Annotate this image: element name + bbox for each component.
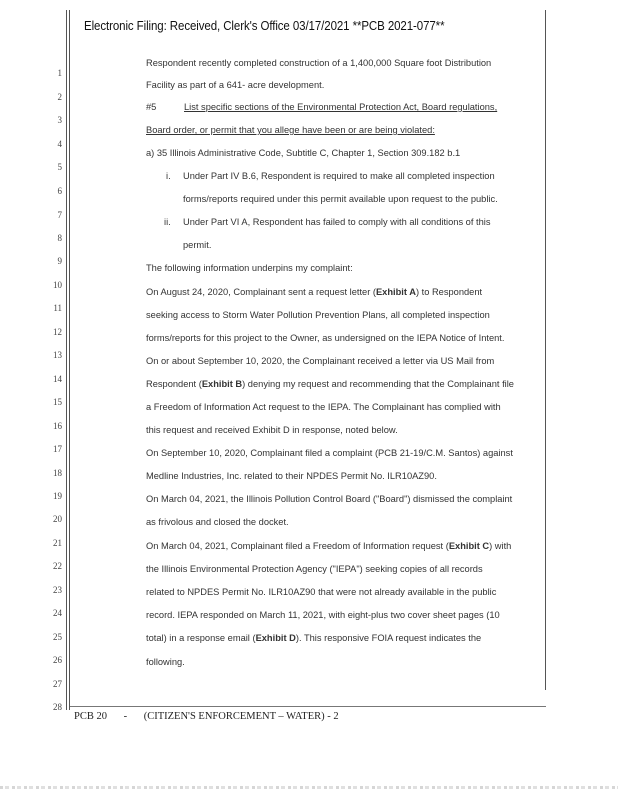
- paragraph: On August 24, 2020, Complainant sent a request letter (Exhibit A) to Respondent: [146, 287, 483, 297]
- footer-rule: [70, 706, 546, 707]
- paragraph: a Freedom of Information Act request to the IEPA. The Complainant has complied with: [146, 402, 501, 412]
- paragraph: forms/reports for this project to the Owner, as undersigned on the IEPA Notice of Intent.: [146, 333, 505, 343]
- line-number: 20: [53, 514, 62, 524]
- left-margin-rule-inner: [69, 10, 70, 710]
- left-margin-rule: [66, 10, 67, 710]
- line-number: 11: [53, 303, 62, 313]
- footer-case-code: PCB 20: [74, 711, 107, 722]
- line-number: 24: [53, 608, 62, 618]
- paragraph: The following information underpins my complaint:: [146, 263, 353, 273]
- line-number: 4: [57, 139, 62, 149]
- right-margin-rule: [545, 10, 546, 690]
- sub-item-i: forms/reports required under this permit available upon request to the public.: [183, 194, 498, 204]
- paragraph: seeking access to Storm Water Pollution Prevention Plans, all completed inspection: [146, 310, 490, 320]
- footer-title: (CITIZEN'S ENFORCEMENT – WATER) - 2: [143, 711, 339, 722]
- line-number: 13: [53, 350, 62, 360]
- paragraph: the Illinois Environmental Protection Agency ("IEPA") seeking copies of all records: [146, 564, 483, 574]
- sub-item-ii: Under Part VI A, Respondent has failed to comply with all conditions of this: [183, 217, 491, 227]
- line-number: 3: [57, 115, 62, 125]
- paragraph: following.: [146, 657, 185, 667]
- line-number: 27: [53, 679, 62, 689]
- line-number: 17: [53, 444, 62, 454]
- line-number: 1: [57, 68, 62, 78]
- sub-item-a: a) 35 Illinois Administrative Code, Subtitle C, Chapter 1, Section 309.182 b.1: [146, 148, 461, 158]
- line-number: 26: [53, 655, 62, 665]
- paragraph: On March 04, 2021, the Illinois Pollution Control Board ("Board") dismissed the complaint: [146, 494, 513, 504]
- paragraph: this request and received Exhibit D in response, noted below.: [146, 425, 398, 435]
- line-number: 9: [57, 256, 62, 266]
- page-footer: [74, 711, 353, 722]
- filing-header: Electronic Filing: Received, Clerk's Office 03/17/2021 **PCB 2021-077**: [84, 19, 445, 33]
- exhibit-ref: Exhibit B: [201, 379, 243, 389]
- line-number: 12: [53, 327, 62, 337]
- line-number: 8: [57, 233, 62, 243]
- line-number: 22: [53, 561, 62, 571]
- paragraph: On March 04, 2021, Complainant filed a Freedom of Information request (Exhibit C) with: [146, 541, 512, 551]
- exhibit-ref: Exhibit C: [448, 541, 490, 551]
- line-number: 16: [53, 421, 62, 431]
- body-line: Respondent recently completed construction of a 1,400,000 Square foot Distribution: [146, 58, 492, 68]
- paragraph: Medline Industries, Inc. related to their NPDES Permit No. ILR10AZ90.: [146, 471, 437, 481]
- paragraph: On September 10, 2020, Complainant filed a complaint (PCB 21-19/C.M. Santos) against: [146, 448, 513, 458]
- exhibit-ref: Exhibit D: [255, 633, 296, 643]
- paragraph: related to NPDES Permit No. ILR10AZ90 that were not already available in the public: [146, 587, 497, 597]
- footer-dash: -: [123, 711, 128, 722]
- item-heading: Board order, or permit that you allege have been or are being violated:: [146, 125, 435, 135]
- paragraph: Respondent (Exhibit B) denying my request and recommending that the Complainant file: [146, 379, 514, 389]
- scan-artifact: [0, 786, 618, 789]
- roman-numeral: ii.: [164, 217, 171, 227]
- line-number: 5: [57, 162, 62, 172]
- paragraph: record. IEPA responded on March 11, 2021, with eight-plus two cover sheet pages (10: [146, 610, 500, 620]
- body-line: Facility as part of a 641- acre development.: [146, 80, 325, 90]
- item-heading: List specific sections of the Environmental Protection Act, Board regulations,: [184, 102, 498, 112]
- sub-item-i: Under Part IV B.6, Respondent is required to make all completed inspection: [183, 171, 495, 181]
- line-number: 28: [53, 702, 62, 712]
- item-number: #5: [146, 102, 157, 112]
- line-number: 15: [53, 397, 62, 407]
- line-number: 10: [53, 280, 62, 290]
- line-number: 18: [53, 468, 62, 478]
- line-number: 19: [53, 491, 62, 501]
- line-number: 2: [57, 92, 62, 102]
- line-number: 14: [53, 374, 62, 384]
- paragraph: On or about September 10, 2020, the Complainant received a letter via US Mail from: [146, 356, 495, 366]
- paragraph: total) in a response email (Exhibit D). This responsive FOIA request indicates the: [146, 633, 482, 643]
- line-number: 7: [57, 210, 62, 220]
- line-number: 6: [57, 186, 62, 196]
- line-number: 21: [53, 538, 62, 548]
- line-number: 25: [53, 632, 62, 642]
- exhibit-ref: Exhibit A: [375, 287, 416, 297]
- paragraph: as frivolous and closed the docket.: [146, 517, 289, 527]
- sub-item-ii: permit.: [183, 240, 212, 250]
- roman-numeral: i.: [166, 171, 171, 181]
- line-number: 23: [53, 585, 62, 595]
